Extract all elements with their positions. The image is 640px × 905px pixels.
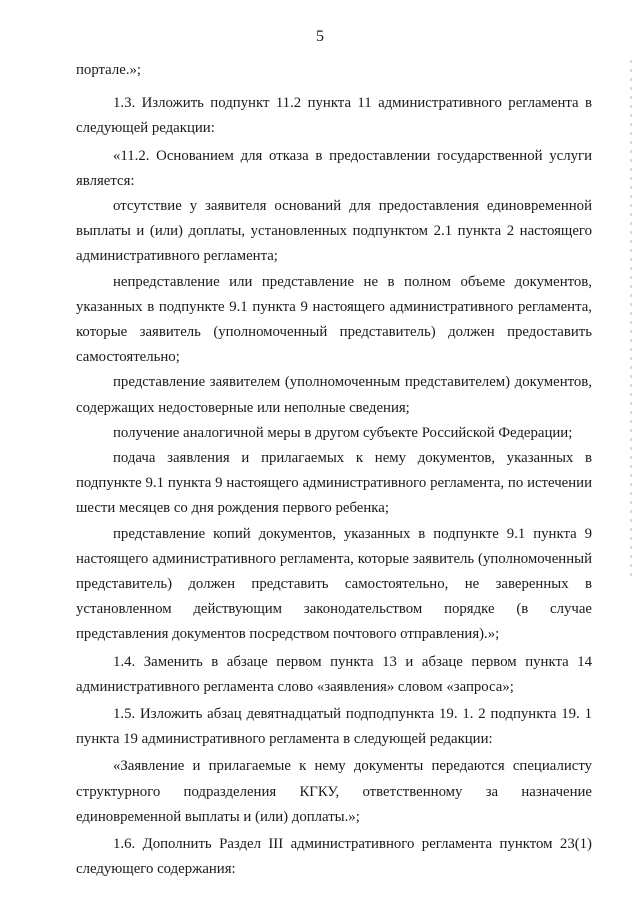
paragraph-1-6: 1.6. Дополнить Раздел III административного регламента пунктом 23(1) следующего содержания: bbox=[76, 836, 592, 878]
page-number: 5 bbox=[316, 28, 324, 45]
paragraph-1-5: 1.5. Изложить абзац девятнадцатый подподпункта 19. 1. 2 подпункта 19. 1 пункта 19 административного регламента в следующей редакции: bbox=[76, 706, 592, 748]
paragraph-copies: представление копий документов, указанных в подпункте 9.1 пункта 9 настоящего административного регламента, которые заявитель (уполномоченный представитель) должен представить самостоятельно, не заверенных в установленном действующим законодательством порядке (в случае представления документов посредством почтового отправления).»; bbox=[76, 525, 592, 643]
paragraph-false-info: представление заявителем (уполномоченным представителем) документов, содержащих недостоверные или неполные сведения; bbox=[76, 374, 592, 416]
paragraph-non-submission: непредставление или представление не в полном объеме документов, указанных в подпункте 9.1 пункта 9 настоящего административного регламента, которые заявитель (уполномоченный представитель) должен предоставить самостоятельно; bbox=[76, 273, 592, 366]
paragraph-1-4: 1.4. Заменить в абзаце первом пункта 13 и абзаце первом пункта 14 административного регламента слово «заявления» словом «запроса»; bbox=[76, 653, 592, 695]
paragraph-transfer: «Заявление и прилагаемые к нему документы передаются специалисту структурного подразделения КГКУ, ответственному за назначение единовременной выплаты и (или) доплаты.»; bbox=[76, 758, 592, 825]
paragraph-portal-end: порталe.»; bbox=[76, 62, 142, 78]
paragraph-1-3: 1.3. Изложить подпункт 11.2 пункта 11 административного регламента в следующей редакции: bbox=[76, 95, 592, 137]
paragraph-11-2: «11.2. Основанием для отказа в предоставлении государственной услуги является: bbox=[76, 147, 592, 189]
document-body bbox=[76, 58, 592, 883]
scan-edge-marks bbox=[630, 60, 632, 580]
paragraph-other-subject: получение аналогичной меры в другом субъекте Российской Федерации; bbox=[113, 424, 573, 441]
paragraph-no-grounds: отсутствие у заявителя оснований для предоставления единовременной выплаты и (или) доплаты, установленных подпунктом 2.1 пункта 2 настоящего административного регламента; bbox=[76, 198, 592, 265]
paragraph-late-submission: подача заявления и прилагаемых к нему документов, указанных в подпункте 9.1 пункта 9 настоящего административного регламента, по истечении шести месяцев со дня рождения первого ребенка; bbox=[76, 450, 592, 517]
